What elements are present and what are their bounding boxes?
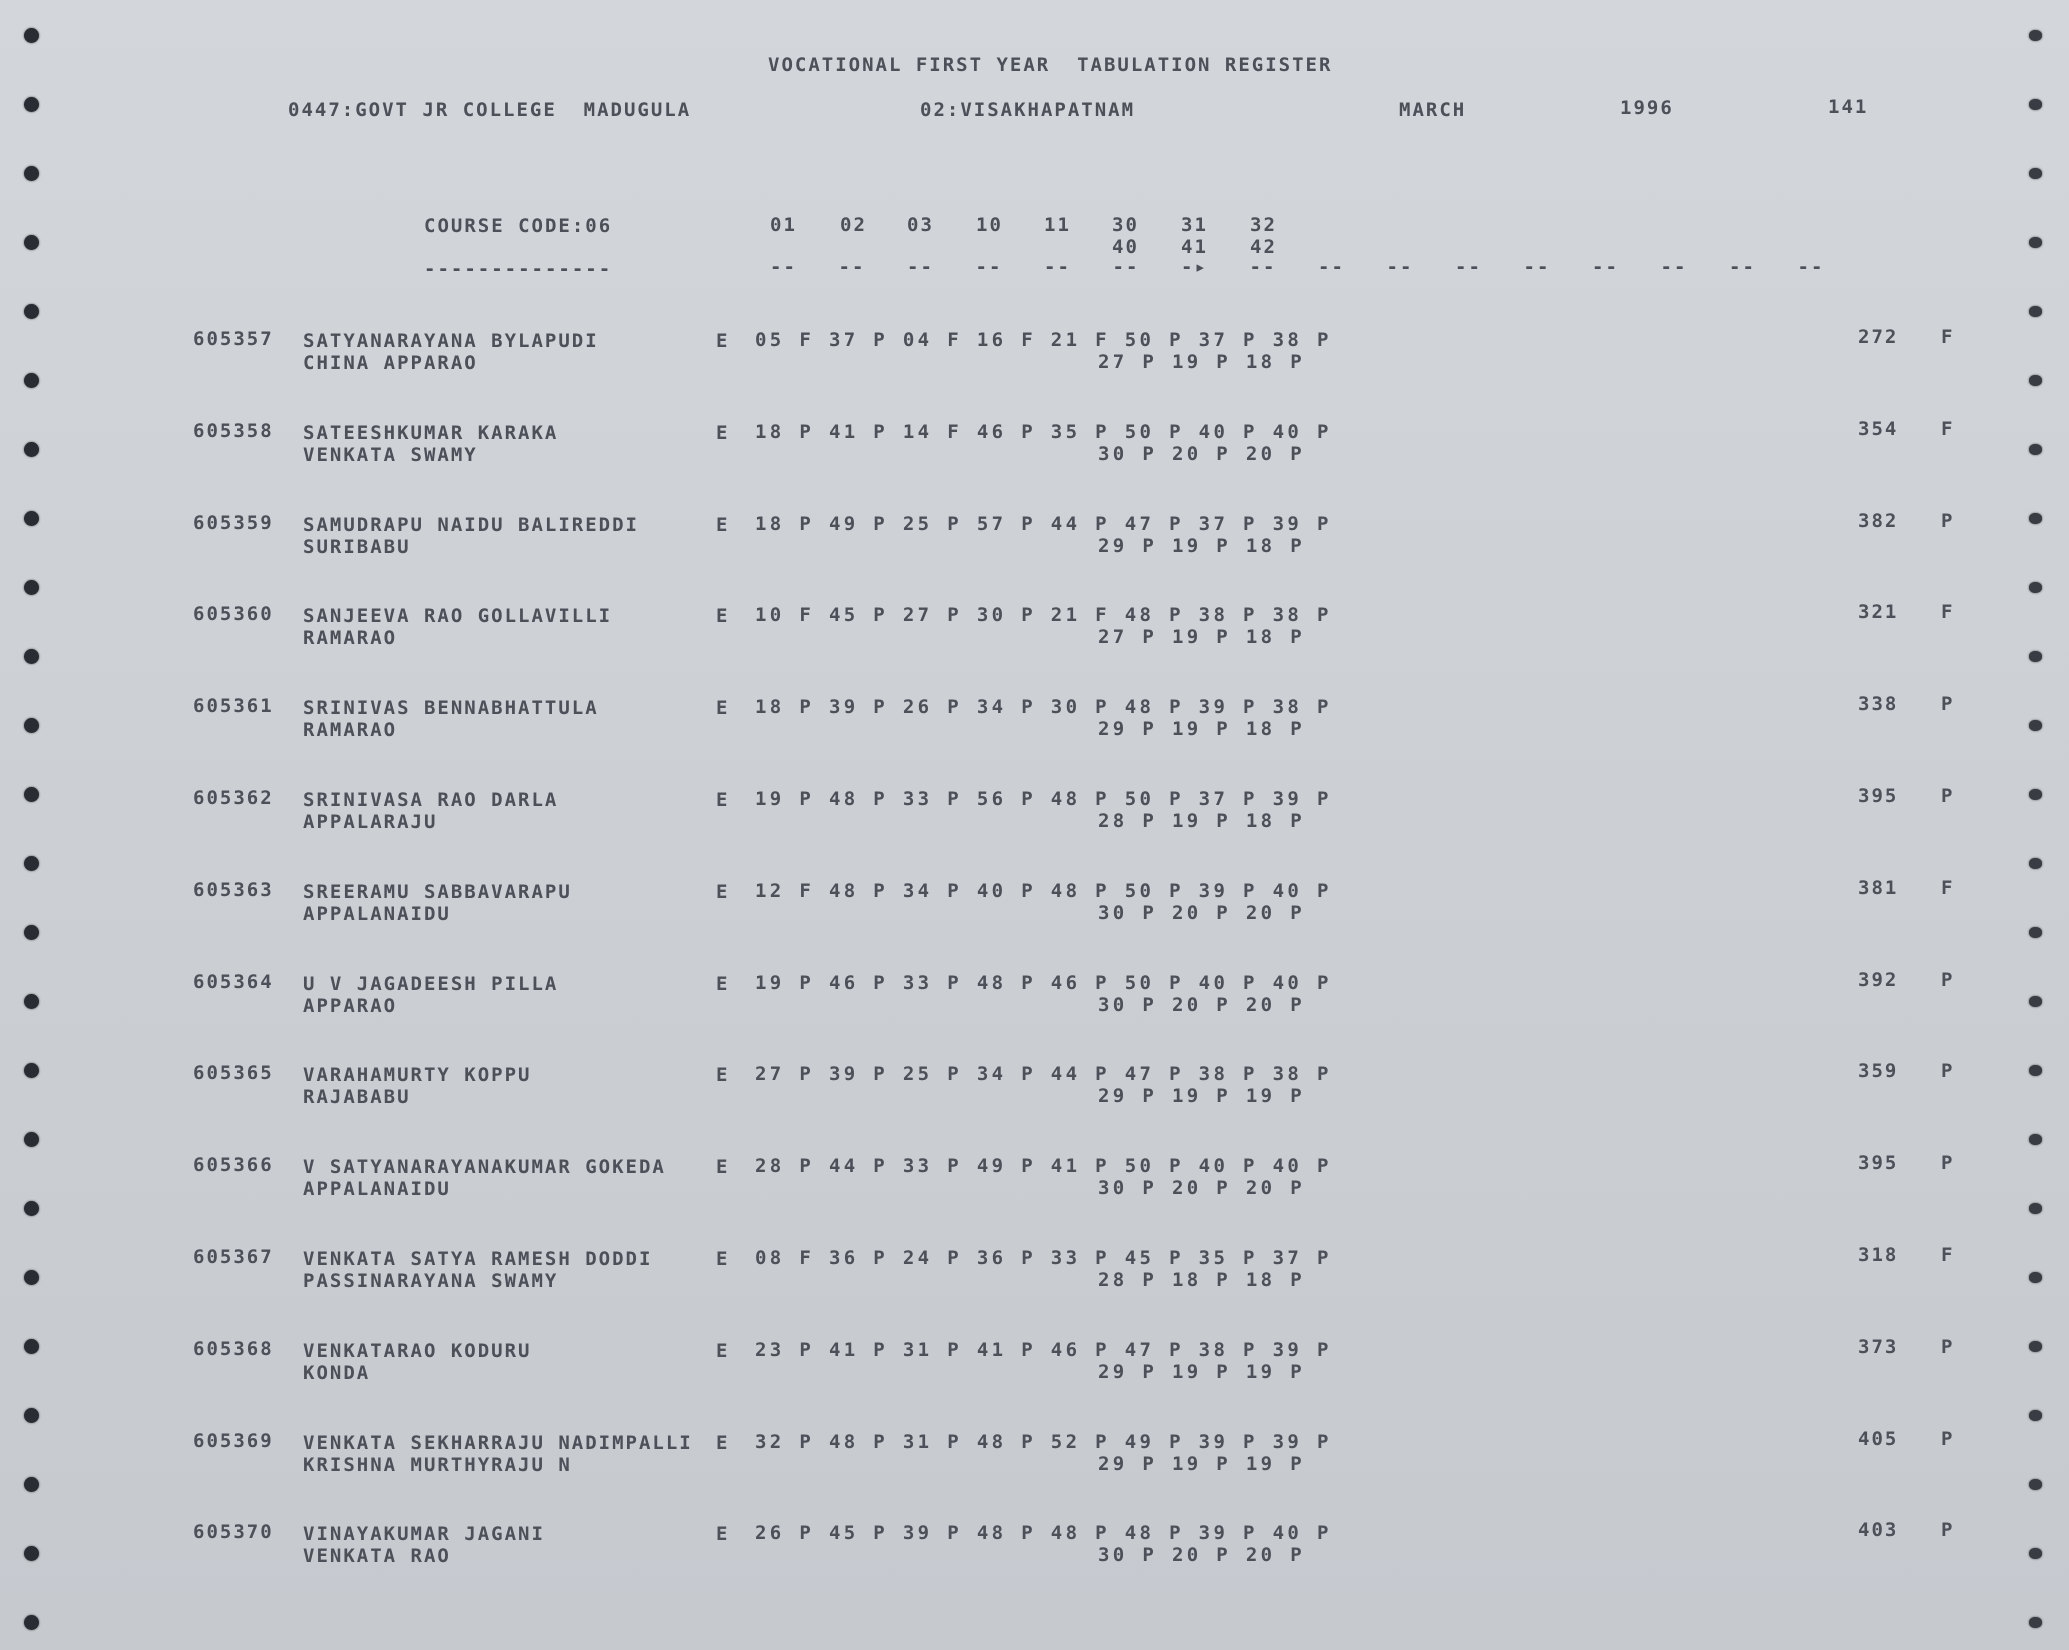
student-name: VENKATA SATYA RAMESH DODDI <box>303 1248 653 1270</box>
subject-code: 40 <box>1112 236 1139 258</box>
total-marks: 382 <box>1858 510 1899 532</box>
feed-hole <box>2029 1479 2042 1490</box>
feed-hole <box>2029 1341 2042 1352</box>
roll-number: 605363 <box>193 879 274 901</box>
roll-number: 605366 <box>193 1154 274 1176</box>
feed-hole <box>24 1615 39 1630</box>
feed-hole <box>24 718 39 733</box>
medium: E <box>716 1156 730 1178</box>
feed-hole <box>24 1477 39 1492</box>
column-separator: -- <box>1660 256 1688 278</box>
feed-hole <box>2029 1617 2042 1628</box>
total-marks: 395 <box>1858 1152 1899 1174</box>
marks-row-2: 30 P 20 P 20 P <box>1098 902 1306 924</box>
subject-code: 41 <box>1181 236 1208 258</box>
feed-hole <box>2029 30 2042 41</box>
column-separator: -- <box>1797 256 1825 278</box>
father-name: RAMARAO <box>303 627 398 649</box>
marks-row-1: 28 P 44 P 33 P 49 P 41 P 50 P 40 P 40 P <box>755 1155 1332 1177</box>
feed-hole <box>24 373 39 388</box>
result: P <box>1941 1519 1955 1541</box>
father-name: APPALANAIDU <box>303 1178 451 1200</box>
marks-row-2: 30 P 20 P 20 P <box>1098 1544 1306 1566</box>
exam-year: 1996 <box>1620 97 1674 119</box>
column-separator: -▸ <box>1181 256 1208 278</box>
column-separator: -- <box>1523 256 1551 278</box>
student-name: SRINIVASA RAO DARLA <box>303 789 559 811</box>
subject-code: 11 <box>1044 214 1071 236</box>
feed-hole <box>2029 306 2042 317</box>
student-name: SRINIVAS BENNABHATTULA <box>303 697 599 719</box>
father-name: VENKATA SWAMY <box>303 444 478 466</box>
district-name: 02:VISAKHAPATNAM <box>920 99 1136 121</box>
result: F <box>1941 418 1955 440</box>
student-name: U V JAGADEESH PILLA <box>303 973 559 995</box>
marks-row-1: 32 P 48 P 31 P 48 P 52 P 49 P 39 P 39 P <box>755 1431 1332 1453</box>
feed-hole <box>24 166 39 181</box>
feed-hole <box>24 442 39 457</box>
marks-row-1: 08 F 36 P 24 P 36 P 33 P 45 P 35 P 37 P <box>755 1247 1332 1269</box>
marks-row-2: 29 P 19 P 18 P <box>1098 718 1306 740</box>
father-name: RAJABABU <box>303 1086 411 1108</box>
marks-row-1: 18 P 41 P 14 F 46 P 35 P 50 P 40 P 40 P <box>755 421 1332 443</box>
marks-row-1: 18 P 39 P 26 P 34 P 30 P 48 P 39 P 38 P <box>755 696 1332 718</box>
feed-hole <box>24 994 39 1009</box>
feed-hole <box>2029 720 2042 731</box>
column-separator: -- <box>1112 256 1140 278</box>
medium: E <box>716 1248 730 1270</box>
marks-row-1: 05 F 37 P 04 F 16 F 21 F 50 P 37 P 38 P <box>755 329 1332 351</box>
roll-number: 605360 <box>193 603 274 625</box>
feed-hole <box>24 1201 39 1216</box>
total-marks: 272 <box>1858 326 1899 348</box>
result: F <box>1941 877 1955 899</box>
father-name: KONDA <box>303 1362 371 1384</box>
total-marks: 395 <box>1858 785 1899 807</box>
subject-code: 31 <box>1181 214 1208 236</box>
total-marks: 392 <box>1858 969 1899 991</box>
subject-code: 02 <box>840 214 867 236</box>
feed-hole <box>2029 375 2042 386</box>
marks-row-1: 26 P 45 P 39 P 48 P 48 P 48 P 39 P 40 P <box>755 1522 1332 1544</box>
marks-row-1: 12 F 48 P 34 P 40 P 48 P 50 P 39 P 40 P <box>755 880 1332 902</box>
feed-hole <box>2029 1065 2042 1076</box>
subject-code: 03 <box>907 214 934 236</box>
medium: E <box>716 1340 730 1362</box>
feed-hole <box>2029 1548 2042 1559</box>
father-name: RAMARAO <box>303 719 398 741</box>
result: P <box>1941 1336 1955 1358</box>
course-code: COURSE CODE:06 <box>424 215 613 237</box>
marks-row-1: 27 P 39 P 25 P 34 P 44 P 47 P 38 P 38 P <box>755 1063 1332 1085</box>
result: F <box>1941 1244 1955 1266</box>
student-name: VINAYAKUMAR JAGANI <box>303 1523 545 1545</box>
father-name: APPALARAJU <box>303 811 438 833</box>
marks-row-1: 19 P 46 P 33 P 48 P 46 P 50 P 40 P 40 P <box>755 972 1332 994</box>
feed-hole <box>24 856 39 871</box>
feed-hole <box>24 511 39 526</box>
roll-number: 605362 <box>193 787 274 809</box>
marks-row-2: 30 P 20 P 20 P <box>1098 994 1306 1016</box>
student-name: SANJEEVA RAO GOLLAVILLI <box>303 605 613 627</box>
total-marks: 338 <box>1858 693 1899 715</box>
feed-hole <box>2029 513 2042 524</box>
roll-number: 605370 <box>193 1521 274 1543</box>
father-name: APPARAO <box>303 995 398 1017</box>
medium: E <box>716 514 730 536</box>
roll-number: 605367 <box>193 1246 274 1268</box>
feed-hole <box>24 925 39 940</box>
result: P <box>1941 693 1955 715</box>
subject-code: 32 <box>1250 214 1277 236</box>
college-name: 0447:GOVT JR COLLEGE MADUGULA <box>288 99 692 121</box>
result: P <box>1941 969 1955 991</box>
medium: E <box>716 789 730 811</box>
marks-row-1: 10 F 45 P 27 P 30 P 21 F 48 P 38 P 38 P <box>755 604 1332 626</box>
feed-hole <box>24 1339 39 1354</box>
feed-hole <box>24 787 39 802</box>
feed-hole <box>24 235 39 250</box>
medium: E <box>716 973 730 995</box>
medium: E <box>716 1523 730 1545</box>
feed-hole <box>24 649 39 664</box>
marks-row-2: 29 P 19 P 19 P <box>1098 1085 1306 1107</box>
total-marks: 354 <box>1858 418 1899 440</box>
roll-number: 605359 <box>193 512 274 534</box>
feed-hole <box>2029 789 2042 800</box>
total-marks: 359 <box>1858 1060 1899 1082</box>
result: F <box>1941 601 1955 623</box>
feed-hole <box>24 97 39 112</box>
subject-code: 30 <box>1112 214 1139 236</box>
subject-code: 42 <box>1250 236 1277 258</box>
result: P <box>1941 1152 1955 1174</box>
marks-row-2: 29 P 19 P 18 P <box>1098 535 1306 557</box>
roll-number: 605365 <box>193 1062 274 1084</box>
total-marks: 381 <box>1858 877 1899 899</box>
feed-hole <box>24 28 39 43</box>
feed-hole <box>24 304 39 319</box>
marks-row-2: 30 P 20 P 20 P <box>1098 443 1306 465</box>
marks-row-2: 28 P 19 P 18 P <box>1098 810 1306 832</box>
feed-hole <box>2029 858 2042 869</box>
marks-row-2: 28 P 18 P 18 P <box>1098 1269 1306 1291</box>
marks-row-2: 29 P 19 P 19 P <box>1098 1361 1306 1383</box>
feed-hole <box>2029 1410 2042 1421</box>
course-code-underline: -------------- <box>424 258 613 280</box>
register-title: VOCATIONAL FIRST YEAR TABULATION REGISTER <box>768 54 1333 76</box>
total-marks: 373 <box>1858 1336 1899 1358</box>
feed-hole <box>24 580 39 595</box>
column-separator: -- <box>1044 256 1071 278</box>
feed-hole <box>2029 99 2042 110</box>
marks-row-1: 23 P 41 P 31 P 41 P 46 P 47 P 38 P 39 P <box>755 1339 1332 1361</box>
marks-row-1: 18 P 49 P 25 P 57 P 44 P 47 P 37 P 39 P <box>755 513 1332 535</box>
column-separator: -- <box>770 256 797 278</box>
total-marks: 318 <box>1858 1244 1899 1266</box>
feed-hole <box>2029 168 2042 179</box>
student-name: V SATYANARAYANAKUMAR GOKEDA <box>303 1156 666 1178</box>
student-name: SAMUDRAPU NAIDU BALIREDDI <box>303 514 639 536</box>
father-name: CHINA APPARAO <box>303 352 478 374</box>
column-separator: -- <box>1455 256 1482 278</box>
marks-row-2: 27 P 19 P 18 P <box>1098 351 1306 373</box>
page-number: 141 <box>1828 96 1869 118</box>
feed-hole <box>2029 1203 2042 1214</box>
subject-code: 01 <box>770 214 797 236</box>
column-separator: -- <box>1592 256 1619 278</box>
feed-hole <box>2029 927 2042 938</box>
student-name: VENKATARAO KODURU <box>303 1340 532 1362</box>
medium: E <box>716 330 730 352</box>
feed-hole <box>24 1132 39 1147</box>
result: P <box>1941 1060 1955 1082</box>
feed-hole <box>24 1546 39 1561</box>
roll-number: 605369 <box>193 1430 274 1452</box>
exam-month: MARCH <box>1399 99 1467 121</box>
column-separator: -- <box>1729 256 1756 278</box>
student-name: SATYANARAYANA BYLAPUDI <box>303 330 599 352</box>
total-marks: 405 <box>1858 1428 1899 1450</box>
feed-hole <box>2029 237 2042 248</box>
column-separator: -- <box>838 256 866 278</box>
feed-hole <box>24 1408 39 1423</box>
student-name: VENKATA SEKHARRAJU NADIMPALLI <box>303 1432 693 1454</box>
feed-hole <box>24 1063 39 1078</box>
roll-number: 605357 <box>193 328 274 350</box>
father-name: VENKATA RAO <box>303 1545 451 1567</box>
student-name: VARAHAMURTY KOPPU <box>303 1064 532 1086</box>
column-separator: -- <box>1249 256 1277 278</box>
feed-hole <box>2029 1134 2042 1145</box>
marks-row-1: 19 P 48 P 33 P 56 P 48 P 50 P 37 P 39 P <box>755 788 1332 810</box>
roll-number: 605364 <box>193 971 274 993</box>
marks-row-2: 27 P 19 P 18 P <box>1098 626 1306 648</box>
feed-hole <box>2029 444 2042 455</box>
medium: E <box>716 1064 730 1086</box>
result: P <box>1941 785 1955 807</box>
medium: E <box>716 881 730 903</box>
father-name: APPALANAIDU <box>303 903 451 925</box>
medium: E <box>716 697 730 719</box>
father-name: KRISHNA MURTHYRAJU N <box>303 1454 572 1476</box>
medium: E <box>716 1432 730 1454</box>
result: F <box>1941 326 1955 348</box>
result: P <box>1941 1428 1955 1450</box>
roll-number: 605361 <box>193 695 274 717</box>
father-name: SURIBABU <box>303 536 411 558</box>
marks-row-2: 29 P 19 P 19 P <box>1098 1453 1306 1475</box>
result: P <box>1941 510 1955 532</box>
column-separator: -- <box>1318 256 1345 278</box>
marks-row-2: 30 P 20 P 20 P <box>1098 1177 1306 1199</box>
subject-code: 10 <box>976 214 1003 236</box>
total-marks: 321 <box>1858 601 1899 623</box>
father-name: PASSINARAYANA SWAMY <box>303 1270 559 1292</box>
column-separator: -- <box>1386 256 1414 278</box>
total-marks: 403 <box>1858 1519 1899 1541</box>
medium: E <box>716 605 730 627</box>
roll-number: 605368 <box>193 1338 274 1360</box>
student-name: SATEESHKUMAR KARAKA <box>303 422 559 444</box>
feed-hole <box>2029 996 2042 1007</box>
student-name: SREERAMU SABBAVARAPU <box>303 881 572 903</box>
medium: E <box>716 422 730 444</box>
feed-hole <box>2029 582 2042 593</box>
column-separator: -- <box>975 256 1003 278</box>
roll-number: 605358 <box>193 420 274 442</box>
feed-hole <box>2029 651 2042 662</box>
feed-hole <box>2029 1272 2042 1283</box>
feed-hole <box>24 1270 39 1285</box>
column-separator: -- <box>907 256 934 278</box>
